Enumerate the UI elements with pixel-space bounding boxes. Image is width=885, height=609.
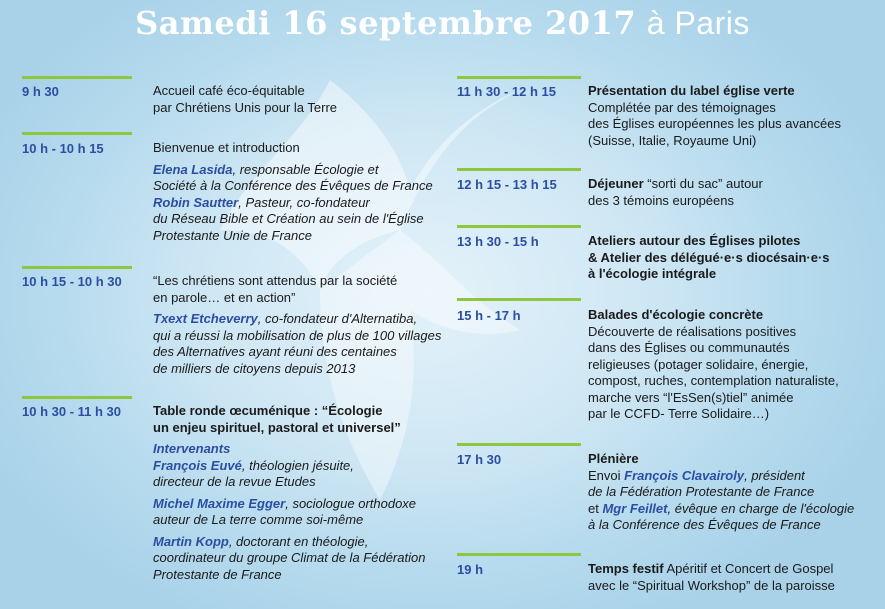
intervenants-label: Intervenants: [153, 441, 231, 456]
speaker-name: François Clavairoly: [624, 467, 745, 483]
speaker-role: coordinateur du groupe Climat de la Fédération: [153, 550, 426, 565]
time-label: 19 h: [457, 562, 484, 577]
slot-text: avec le “Spiritual Workshop” de la paroisse: [588, 577, 835, 593]
slot-description: [588, 83, 841, 149]
slot-heading: Ateliers: [588, 233, 636, 248]
time-bar: [22, 76, 132, 79]
time-bar: [22, 396, 132, 399]
slot-text: et: [588, 500, 603, 516]
slot-text: marche vers “l'EsSen(s)tiel” animée: [588, 389, 794, 405]
time-bar: [457, 553, 581, 556]
slot-text: des Églises européennes les plus avancées: [588, 116, 841, 131]
speaker-role: , évêque en charge de l'écologie: [667, 500, 855, 516]
slot-description: [153, 403, 425, 583]
speaker-name: Martin Kopp: [153, 533, 229, 549]
time-label: 11 h 30 - 12 h 15: [457, 84, 557, 99]
speaker-role: , Pasteur, co-fondateur: [238, 194, 370, 210]
slot-text: Envoi: [588, 467, 625, 483]
time-label: 10 h - 10 h 15: [22, 141, 104, 156]
slot-text: à l'écologie intégrale: [588, 266, 717, 281]
slot-description: [588, 561, 835, 594]
slot-text: par Chrétiens Unis pour la Terre: [153, 99, 338, 115]
slot-text: compost, ruches, contemplation naturaliste,: [588, 373, 839, 388]
slot-text: dans des Églises ou communautés: [588, 340, 790, 355]
speaker-role: , responsable Écologie et: [232, 161, 379, 177]
speaker-role: Protestante Unie de France: [153, 227, 312, 243]
slot-description: [153, 273, 441, 377]
slot-description: [153, 83, 337, 116]
slot-text: autour des Églises pilotes: [635, 233, 801, 248]
speaker-name: Txext Etcheverry: [153, 311, 258, 326]
title-tail: à Paris: [646, 5, 750, 41]
slot-description: [588, 233, 830, 283]
time-bar: [22, 266, 132, 269]
speaker-role: qui a réussi la mobilisation de plus de 100 villages: [153, 327, 442, 343]
slot-heading: Déjeuner: [588, 176, 644, 191]
speaker-role: de milliers de citoyens depuis 2013: [153, 360, 356, 376]
slot-text: des 3 témoins européens: [588, 192, 734, 208]
slot-heading: un enjeu spirituel, pastoral et universel”: [153, 419, 401, 435]
time-label: 9 h 30: [22, 84, 59, 99]
time-label: 12 h 15 - 13 h 15: [457, 177, 557, 192]
time-label: 17 h 30: [457, 452, 502, 467]
speaker-role: Protestante de France: [153, 566, 282, 582]
speaker-role: du Réseau Bible et Création au sein de l'Église: [153, 211, 424, 226]
speaker-name: François Euvé: [153, 457, 242, 473]
slot-text: Apéritif et Concert de Gospel: [663, 561, 834, 576]
slot-description: [588, 307, 839, 423]
slot-description: [153, 140, 433, 244]
slot-heading: Présentation du label église verte: [588, 83, 795, 98]
slot-heading: Table ronde œcuménique : “Écologie: [153, 403, 383, 418]
speaker-role: directeur de la revue Etudes: [153, 474, 316, 489]
time-label: 10 h 30 - 11 h 30: [22, 404, 122, 419]
speaker-role: de la Fédération Protestante de France: [588, 484, 815, 499]
slot-text: “sorti du sac” autour: [643, 176, 763, 191]
speaker-role: , doctorant en théologie,: [228, 533, 369, 549]
speaker-role: , théologien jésuite,: [241, 457, 354, 473]
time-bar: [457, 443, 581, 446]
slot-text: par le CCFD- Terre Solidaire…): [588, 406, 770, 421]
time-label: 13 h 30 - 15 h: [457, 234, 539, 249]
speaker-role: des Alternatives ayant réuni des centaines: [153, 344, 397, 359]
speaker-role: à la Conférence des Évêques de France: [588, 517, 821, 532]
slot-heading: “Les chrétiens sont attendus par la société: [153, 273, 398, 288]
time-label: 15 h - 17 h: [457, 308, 521, 323]
slot-heading: Temps festif: [588, 561, 664, 576]
speaker-name: Michel Maxime Egger: [153, 495, 286, 511]
slot-description: [588, 176, 763, 209]
slot-text: & Atelier des délégué·e·s diocésain·e·s: [588, 249, 830, 265]
time-bar: [457, 298, 581, 301]
slot-text: religieuses (potager solidaire, énergie,: [588, 356, 809, 372]
slot-heading: Balades d'écologie concrète: [588, 307, 764, 322]
slot-text: (Suisse, Italie, Royaume Uni): [588, 132, 757, 148]
speaker-name: Mgr Feillet: [602, 500, 668, 516]
speaker-name: Elena Lasida: [153, 161, 233, 177]
time-bar: [457, 168, 581, 171]
slot-description: [588, 451, 854, 534]
speaker-role: , co-fondateur d'Alternatiba,: [257, 311, 418, 326]
time-label: 10 h 15 - 10 h 30: [22, 274, 122, 289]
title-main: Samedi 16 septembre 2017: [135, 4, 637, 42]
speaker-name: Robin Sautter: [153, 194, 239, 210]
slot-heading: Accueil café éco-équitable: [153, 83, 305, 98]
page-title: [0, 4, 885, 42]
speaker-role: auteur de La terre comme soi-même: [153, 512, 364, 527]
slot-text: Complétée par des témoignages: [588, 99, 776, 115]
speaker-role: Société à la Conférence des Évêques de France: [153, 178, 433, 193]
speaker-role: , sociologue orthodoxe: [285, 495, 417, 511]
time-bar: [457, 225, 581, 228]
time-bar: [457, 76, 581, 79]
slot-heading: Plénière: [588, 451, 639, 466]
slot-heading: Bienvenue et introduction: [153, 140, 300, 155]
time-bar: [22, 132, 132, 135]
slot-heading: en parole… et en action”: [153, 289, 296, 305]
speaker-role: , président: [744, 467, 805, 483]
slot-text: Découverte de réalisations positives: [588, 323, 797, 339]
